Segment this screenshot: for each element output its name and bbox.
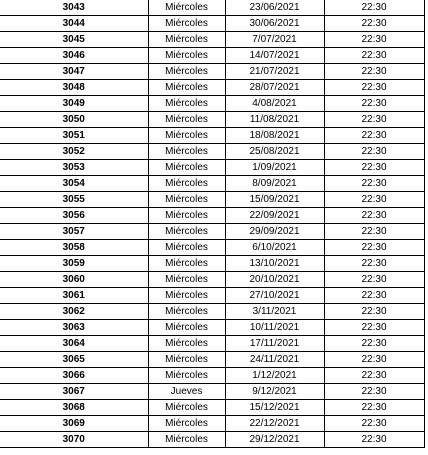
weekday-cell: Miércoles [148, 64, 225, 80]
table-row [0, 112, 424, 128]
draw-number-cell: 3060 [0, 272, 148, 288]
date-cell: 15/09/2021 [225, 192, 324, 208]
weekday-cell: Miércoles [148, 32, 225, 48]
draw-number-cell: 3066 [0, 368, 148, 384]
date-cell: 8/09/2021 [225, 176, 324, 192]
date-cell: 15/12/2021 [225, 400, 324, 416]
time-cell: 22:30 [324, 224, 424, 240]
weekday-cell: Miércoles [148, 144, 225, 160]
table-row [0, 16, 424, 32]
table-row [0, 128, 424, 144]
time-cell: 22:30 [324, 96, 424, 112]
draw-number-cell: 3070 [0, 432, 148, 448]
date-cell: 29/09/2021 [225, 224, 324, 240]
draw-number-cell: 3049 [0, 96, 148, 112]
date-cell: 30/06/2021 [225, 16, 324, 32]
weekday-cell: Miércoles [148, 272, 225, 288]
table-row [0, 32, 424, 48]
date-cell: 14/07/2021 [225, 48, 324, 64]
weekday-cell: Miércoles [148, 240, 225, 256]
draw-number-cell: 3057 [0, 224, 148, 240]
time-cell: 22:30 [324, 272, 424, 288]
table-row [0, 256, 424, 272]
time-cell: 22:30 [324, 48, 424, 64]
weekday-cell: Miércoles [148, 336, 225, 352]
table-row [0, 432, 424, 448]
time-cell: 22:30 [324, 32, 424, 48]
table-row [0, 304, 424, 320]
time-cell: 22:30 [324, 352, 424, 368]
time-cell: 22:30 [324, 336, 424, 352]
date-cell: 1/09/2021 [225, 160, 324, 176]
table-row [0, 288, 424, 304]
table-row [0, 272, 424, 288]
weekday-cell: Miércoles [148, 96, 225, 112]
table-row [0, 176, 424, 192]
weekday-cell: Miércoles [148, 400, 225, 416]
time-cell: 22:30 [324, 176, 424, 192]
time-cell: 22:30 [324, 288, 424, 304]
time-cell: 22:30 [324, 416, 424, 432]
date-cell: 10/11/2021 [225, 320, 324, 336]
weekday-cell: Miércoles [148, 48, 225, 64]
date-cell: 22/09/2021 [225, 208, 324, 224]
draw-number-cell: 3043 [0, 0, 148, 16]
draw-number-cell: 3058 [0, 240, 148, 256]
draw-number-cell: 3050 [0, 112, 148, 128]
draw-number-cell: 3052 [0, 144, 148, 160]
weekday-cell: Miércoles [148, 224, 225, 240]
draw-number-cell: 3045 [0, 32, 148, 48]
time-cell: 22:30 [324, 128, 424, 144]
draw-number-cell: 3051 [0, 128, 148, 144]
date-cell: 29/12/2021 [225, 432, 324, 448]
weekday-cell: Miércoles [148, 176, 225, 192]
weekday-cell: Miércoles [148, 432, 225, 448]
table-row [0, 192, 424, 208]
date-cell: 11/08/2021 [225, 112, 324, 128]
draw-number-cell: 3068 [0, 400, 148, 416]
weekday-cell: Miércoles [148, 256, 225, 272]
weekday-cell: Miércoles [148, 352, 225, 368]
table-row [0, 208, 424, 224]
draw-number-cell: 3062 [0, 304, 148, 320]
date-cell: 23/06/2021 [225, 0, 324, 16]
table-row [0, 224, 424, 240]
weekday-cell: Miércoles [148, 160, 225, 176]
draw-number-cell: 3067 [0, 384, 148, 400]
table-row [0, 336, 424, 352]
time-cell: 22:30 [324, 16, 424, 32]
table-row [0, 368, 424, 384]
date-cell: 3/11/2021 [225, 304, 324, 320]
date-cell: 6/10/2021 [225, 240, 324, 256]
weekday-cell: Miércoles [148, 368, 225, 384]
table-row [0, 48, 424, 64]
draw-number-cell: 3047 [0, 64, 148, 80]
date-cell: 22/12/2021 [225, 416, 324, 432]
weekday-cell: Miércoles [148, 128, 225, 144]
draw-number-cell: 3063 [0, 320, 148, 336]
time-cell: 22:30 [324, 304, 424, 320]
draw-number-cell: 3048 [0, 80, 148, 96]
time-cell: 22:30 [324, 192, 424, 208]
time-cell: 22:30 [324, 80, 424, 96]
weekday-cell: Miércoles [148, 320, 225, 336]
weekday-cell: Miércoles [148, 192, 225, 208]
time-cell: 22:30 [324, 320, 424, 336]
date-cell: 13/10/2021 [225, 256, 324, 272]
draw-number-cell: 3069 [0, 416, 148, 432]
date-cell: 9/12/2021 [225, 384, 324, 400]
date-cell: 28/07/2021 [225, 80, 324, 96]
draw-number-cell: 3053 [0, 160, 148, 176]
weekday-cell: Miércoles [148, 112, 225, 128]
time-cell: 22:30 [324, 144, 424, 160]
table-row [0, 144, 424, 160]
weekday-cell: Miércoles [148, 16, 225, 32]
weekday-cell: Miércoles [148, 288, 225, 304]
draw-number-cell: 3055 [0, 192, 148, 208]
weekday-cell: Miércoles [148, 208, 225, 224]
weekday-cell: Miércoles [148, 80, 225, 96]
date-cell: 25/08/2021 [225, 144, 324, 160]
weekday-cell: Miércoles [148, 0, 225, 16]
time-cell: 22:30 [324, 64, 424, 80]
time-cell: 22:30 [324, 432, 424, 448]
time-cell: 22:30 [324, 240, 424, 256]
draw-number-cell: 3059 [0, 256, 148, 272]
table-row [0, 96, 424, 112]
table-row [0, 80, 424, 96]
date-cell: 27/10/2021 [225, 288, 324, 304]
date-cell: 24/11/2021 [225, 352, 324, 368]
time-cell: 22:30 [324, 368, 424, 384]
weekday-cell: Miércoles [148, 304, 225, 320]
time-cell: 22:30 [324, 160, 424, 176]
draw-number-cell: 3044 [0, 16, 148, 32]
date-cell: 20/10/2021 [225, 272, 324, 288]
draw-number-cell: 3046 [0, 48, 148, 64]
time-cell: 22:30 [324, 400, 424, 416]
date-cell: 21/07/2021 [225, 64, 324, 80]
table-row [0, 160, 424, 176]
weekday-cell: Miércoles [148, 416, 225, 432]
date-cell: 4/08/2021 [225, 96, 324, 112]
table-row [0, 0, 424, 16]
time-cell: 22:30 [324, 256, 424, 272]
table-row [0, 352, 424, 368]
draw-number-cell: 3064 [0, 336, 148, 352]
date-cell: 18/08/2021 [225, 128, 324, 144]
draw-number-cell: 3065 [0, 352, 148, 368]
draw-number-cell: 3054 [0, 176, 148, 192]
table-row [0, 64, 424, 80]
table-row [0, 416, 424, 432]
date-cell: 1/12/2021 [225, 368, 324, 384]
weekday-cell: Jueves [148, 384, 225, 400]
time-cell: 22:30 [324, 384, 424, 400]
table-row [0, 400, 424, 416]
time-cell: 22:30 [324, 208, 424, 224]
table-row [0, 384, 424, 400]
draw-number-cell: 3061 [0, 288, 148, 304]
date-cell: 7/07/2021 [225, 32, 324, 48]
table-row [0, 320, 424, 336]
time-cell: 22:30 [324, 0, 424, 16]
draw-number-cell: 3056 [0, 208, 148, 224]
table-row [0, 240, 424, 256]
time-cell: 22:30 [324, 112, 424, 128]
date-cell: 17/11/2021 [225, 336, 324, 352]
